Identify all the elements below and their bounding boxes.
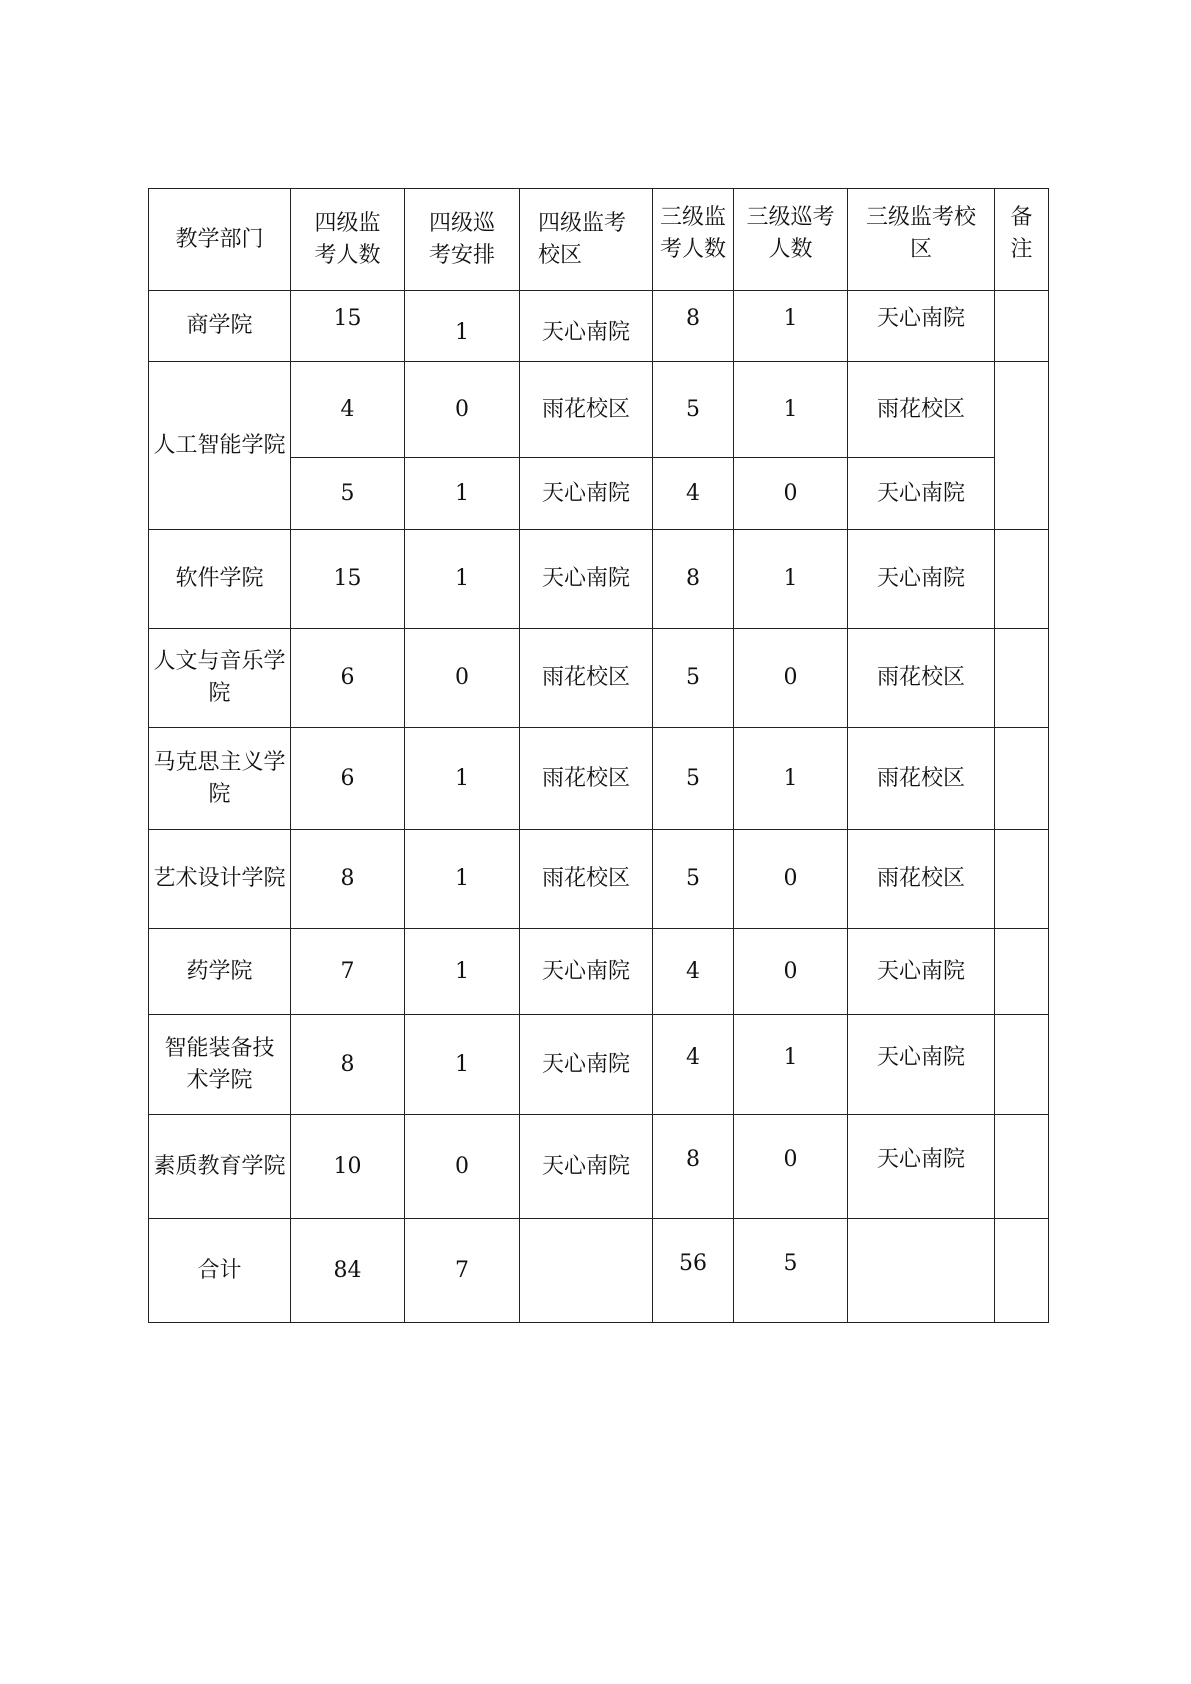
cell-cet3-campus: 天心南院 [848, 1015, 995, 1115]
cell-cet4-patrol: 1 [405, 530, 520, 629]
cell-cet4-proctors: 7 [291, 929, 405, 1015]
cell-cet3-campus: 雨花校区 [848, 629, 995, 728]
table-row [149, 291, 1049, 362]
table-row [149, 629, 1049, 728]
cell-cet4-proctors: 8 [291, 1015, 405, 1115]
cell-cet4-campus: 雨花校区 [520, 728, 653, 830]
table-row [149, 362, 1049, 458]
header-remarks: 备注 [995, 189, 1049, 291]
cell-cet4-campus: 雨花校区 [520, 830, 653, 929]
cell-total-cet3-campus [848, 1219, 995, 1323]
cell-total-cet4-campus [520, 1219, 653, 1323]
header-cet3-proctors: 三级监考人数 [653, 189, 734, 291]
cell-department: 马克思主义学院 [149, 728, 291, 830]
cell-remarks [995, 530, 1049, 629]
cell-cet3-proctors: 5 [653, 629, 734, 728]
cell-total-remarks [995, 1219, 1049, 1323]
cell-cet3-proctors: 8 [653, 291, 734, 362]
cell-cet4-proctors: 6 [291, 629, 405, 728]
cell-cet4-campus: 天心南院 [520, 1015, 653, 1115]
cell-total-label: 合计 [149, 1219, 291, 1323]
cell-cet3-campus: 雨花校区 [848, 362, 995, 458]
cell-cet4-campus: 天心南院 [520, 1115, 653, 1219]
cell-cet3-campus: 天心南院 [848, 1115, 995, 1219]
cell-department: 软件学院 [149, 530, 291, 629]
cell-cet3-campus: 天心南院 [848, 458, 995, 530]
cell-cet3-patrol: 0 [734, 830, 848, 929]
cell-department: 智能装备技术学院 [149, 1015, 291, 1115]
table-row [149, 830, 1049, 929]
header-department: 教学部门 [149, 189, 291, 291]
cell-cet3-campus: 天心南院 [848, 291, 995, 362]
header-row [149, 189, 1049, 291]
cell-cet3-patrol: 1 [734, 728, 848, 830]
header-cet4-patrol: 四级巡考安排 [405, 189, 520, 291]
invigilation-table [148, 188, 1049, 1323]
cell-cet3-proctors: 4 [653, 929, 734, 1015]
cell-cet4-patrol: 0 [405, 629, 520, 728]
cell-cet4-campus: 天心南院 [520, 929, 653, 1015]
cell-total-cet4-proctors: 84 [291, 1219, 405, 1323]
cell-remarks [995, 830, 1049, 929]
cell-cet4-patrol: 1 [405, 1015, 520, 1115]
cell-cet4-proctors: 15 [291, 291, 405, 362]
cell-cet4-patrol: 1 [405, 458, 520, 530]
cell-cet4-campus: 雨花校区 [520, 629, 653, 728]
cell-department: 艺术设计学院 [149, 830, 291, 929]
cell-cet4-patrol: 0 [405, 362, 520, 458]
cell-cet3-proctors: 4 [653, 458, 734, 530]
cell-remarks [995, 1115, 1049, 1219]
cell-cet4-proctors: 4 [291, 362, 405, 458]
table-row [149, 728, 1049, 830]
cell-cet3-patrol: 1 [734, 1015, 848, 1115]
cell-cet3-campus: 天心南院 [848, 929, 995, 1015]
cell-department: 素质教育学院 [149, 1115, 291, 1219]
table-row [149, 1115, 1049, 1219]
cell-cet4-campus: 天心南院 [520, 291, 653, 362]
cell-cet3-proctors: 5 [653, 728, 734, 830]
header-cet3-patrol: 三级巡考人数 [734, 189, 848, 291]
cell-cet4-proctors: 15 [291, 530, 405, 629]
cell-cet4-patrol: 1 [405, 830, 520, 929]
cell-cet3-proctors: 5 [653, 362, 734, 458]
cell-cet3-patrol: 1 [734, 530, 848, 629]
cell-cet4-campus: 天心南院 [520, 458, 653, 530]
cell-cet4-proctors: 5 [291, 458, 405, 530]
cell-department: 商学院 [149, 291, 291, 362]
cell-cet4-proctors: 10 [291, 1115, 405, 1219]
cell-cet3-proctors: 8 [653, 1115, 734, 1219]
cell-cet4-patrol: 1 [405, 728, 520, 830]
table-row [149, 929, 1049, 1015]
table-row [149, 1015, 1049, 1115]
cell-cet3-campus: 雨花校区 [848, 728, 995, 830]
cell-cet4-patrol: 0 [405, 1115, 520, 1219]
total-row [149, 1219, 1049, 1323]
cell-remarks [995, 291, 1049, 362]
cell-remarks [995, 1015, 1049, 1115]
cell-cet3-campus: 雨花校区 [848, 830, 995, 929]
table-row [149, 530, 1049, 629]
cell-cet3-patrol: 0 [734, 929, 848, 1015]
cell-department: 人文与音乐学院 [149, 629, 291, 728]
cell-cet3-patrol: 0 [734, 629, 848, 728]
cell-department: 药学院 [149, 929, 291, 1015]
cell-cet3-campus: 天心南院 [848, 530, 995, 629]
cell-cet3-patrol: 0 [734, 458, 848, 530]
cell-remarks [995, 929, 1049, 1015]
header-cet4-proctors: 四级监考人数 [291, 189, 405, 291]
cell-cet3-patrol: 1 [734, 362, 848, 458]
cell-cet3-proctors: 4 [653, 1015, 734, 1115]
cell-remarks [995, 728, 1049, 830]
cell-cet3-proctors: 5 [653, 830, 734, 929]
cell-cet4-proctors: 6 [291, 728, 405, 830]
cell-cet4-patrol: 1 [405, 929, 520, 1015]
cell-total-cet3-proctors: 56 [653, 1219, 734, 1323]
cell-cet4-campus: 雨花校区 [520, 362, 653, 458]
cell-remarks [995, 629, 1049, 728]
cell-cet3-patrol: 1 [734, 291, 848, 362]
header-cet4-campus: 四级监考校区 [520, 189, 653, 291]
cell-cet4-campus: 天心南院 [520, 530, 653, 629]
cell-cet4-patrol: 1 [405, 291, 520, 362]
cell-department: 人工智能学院 [149, 362, 291, 530]
header-cet3-campus: 三级监考校区 [848, 189, 995, 291]
cell-remarks [995, 362, 1049, 530]
cell-cet3-patrol: 0 [734, 1115, 848, 1219]
cell-total-cet3-patrol: 5 [734, 1219, 848, 1323]
cell-cet4-proctors: 8 [291, 830, 405, 929]
cell-cet3-proctors: 8 [653, 530, 734, 629]
cell-total-cet4-patrol: 7 [405, 1219, 520, 1323]
